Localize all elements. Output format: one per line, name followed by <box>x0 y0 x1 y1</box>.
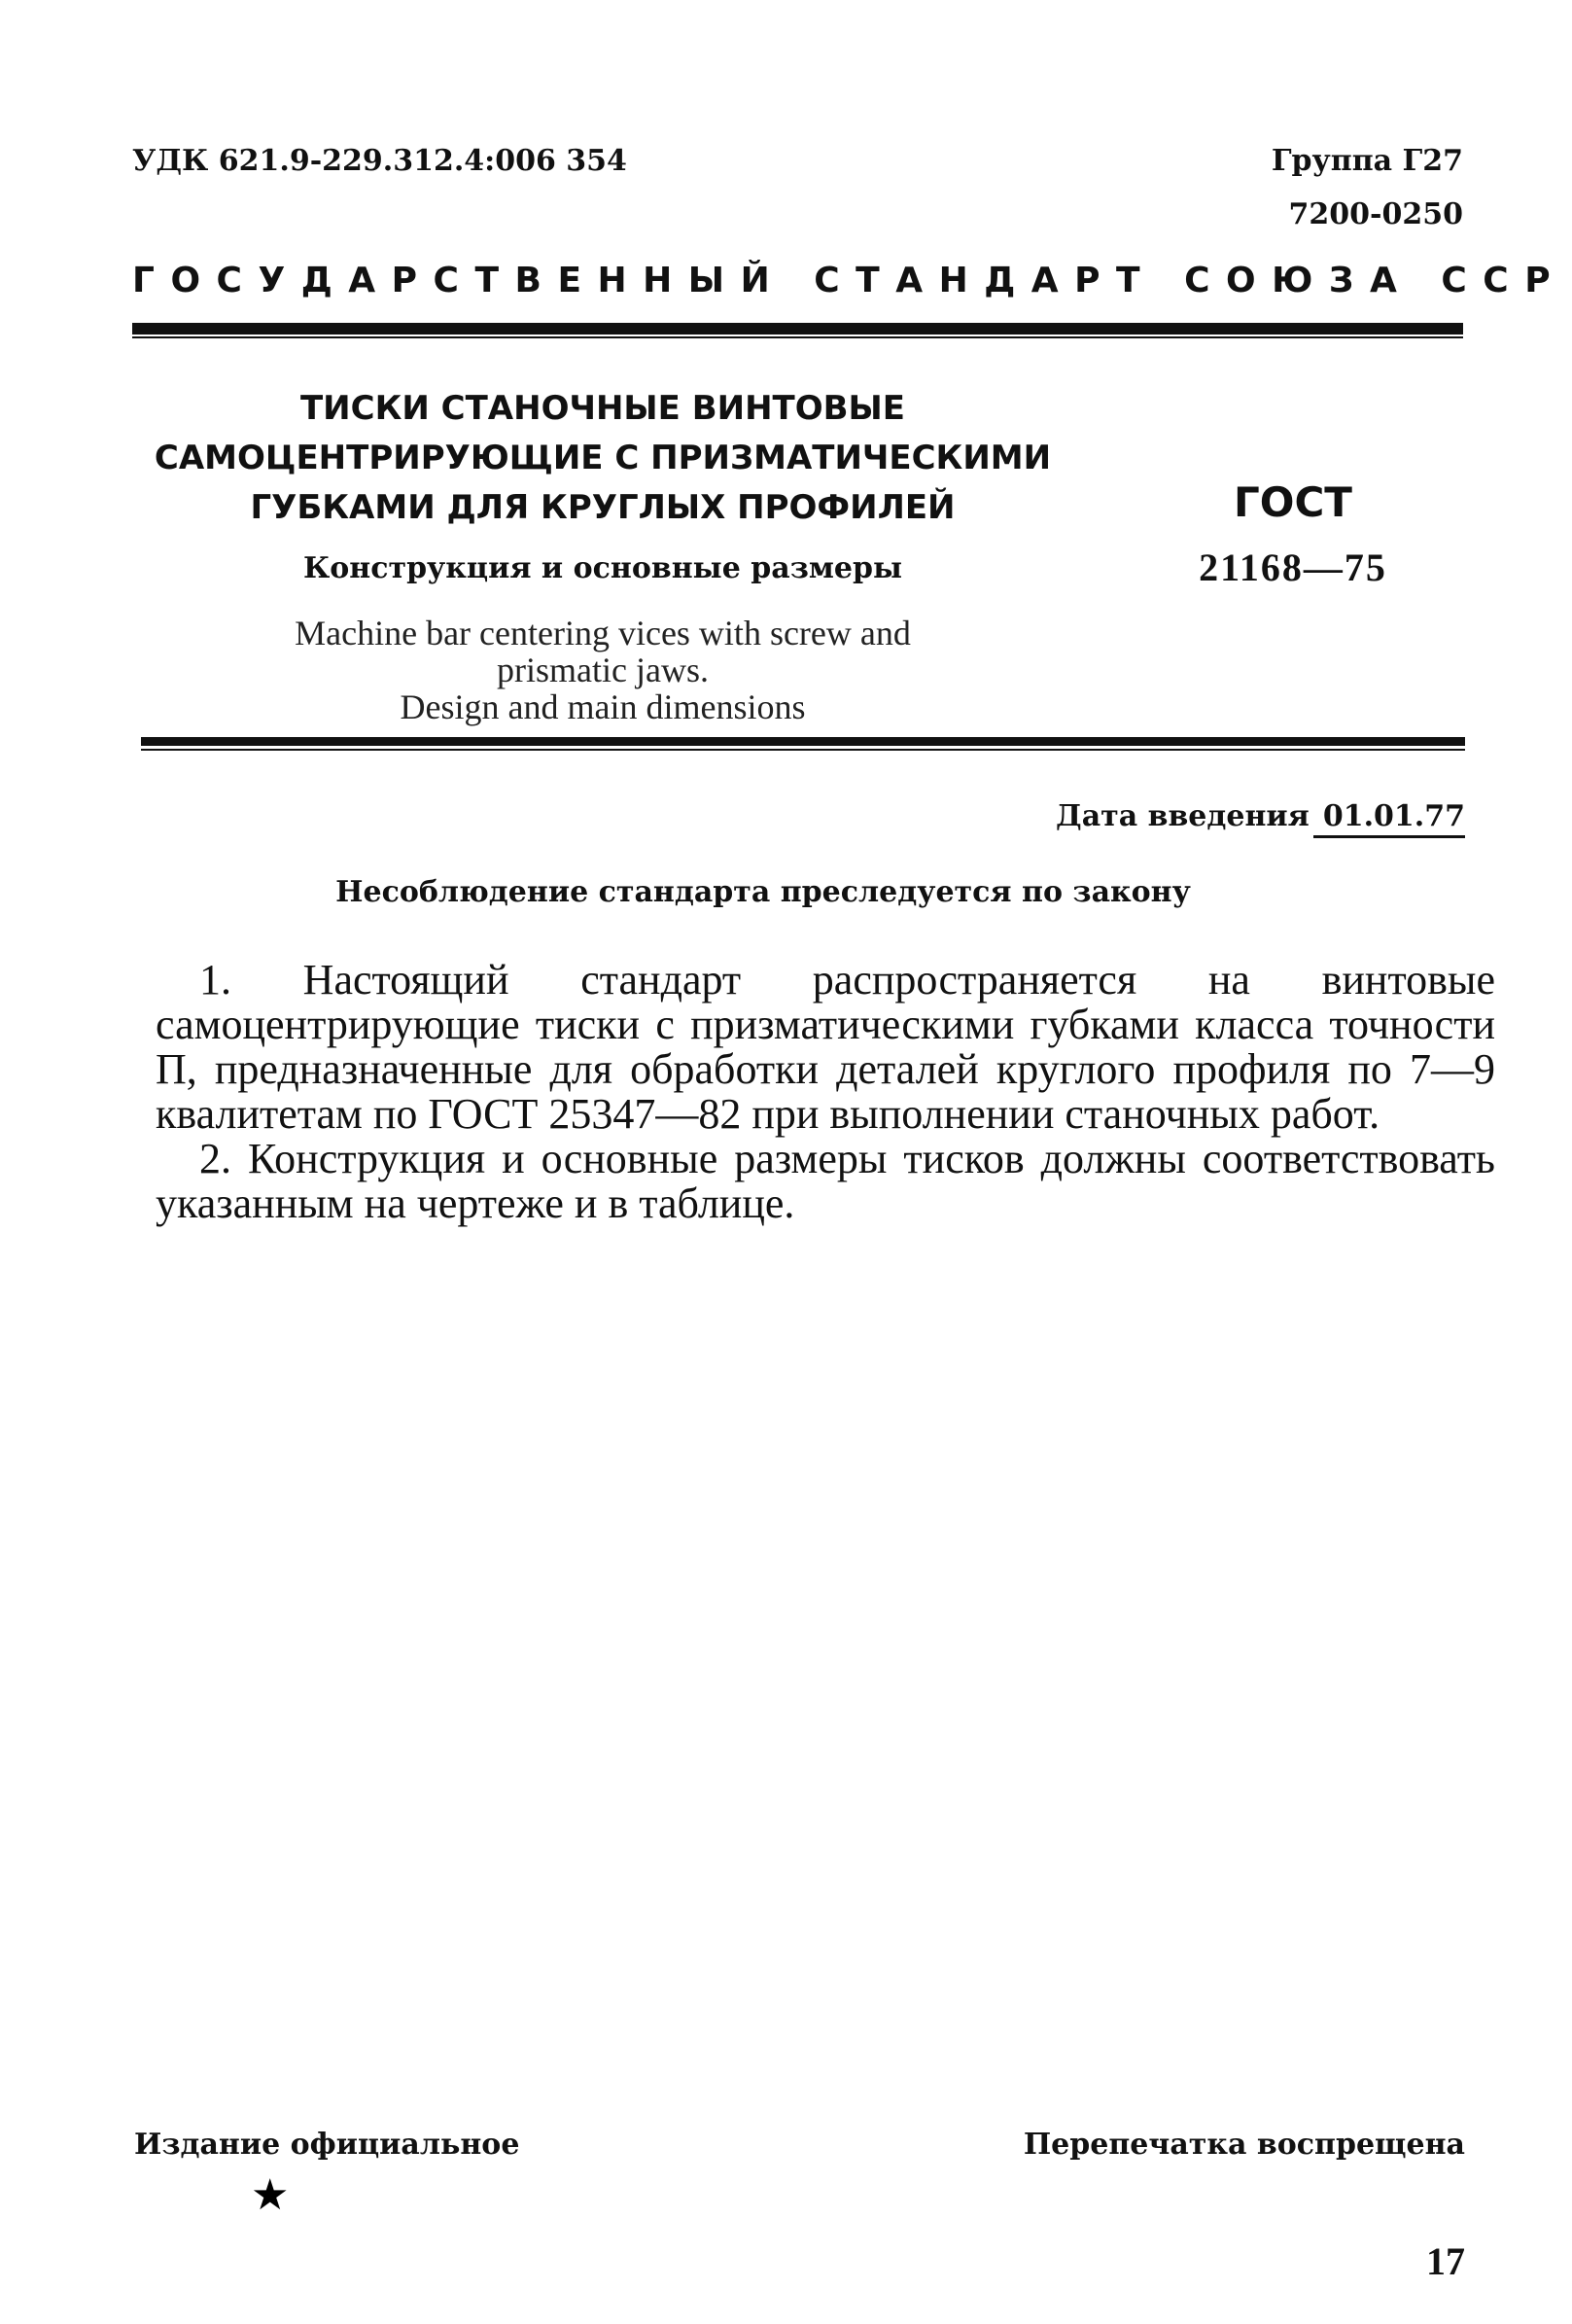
english-title-line: prismatic jaws. <box>497 651 709 689</box>
top-rule <box>132 323 1463 335</box>
introduction-date-value: 01.01.77 <box>1313 799 1465 838</box>
page-number: 17 <box>1426 2239 1465 2283</box>
title-rule <box>141 737 1465 746</box>
paragraph: 1. Настоящий стандарт распространяется на винтовые самоцентрирующие тиски с призматическими губками класса точности П, предназначенные для обработки деталей круглого профиля по 7—9 квалитетам по ГОСТ 25347—82 при выполнении станочных работ. <box>156 956 1495 1138</box>
title-rule-thin <box>141 749 1465 751</box>
paragraph: 2. Конструкция и основные размеры тисков должны соответствовать указанным на чертеже и в таблице. <box>156 1135 1495 1227</box>
star-icon: ★ <box>251 2171 290 2219</box>
group-code: Группа Г27 <box>1271 144 1463 178</box>
introduction-date-label: Дата введения <box>1056 799 1310 833</box>
state-standard-heading: ГОСУДАРСТВЕННЫЙ СТАНДАРТ СОЮЗА ССР <box>132 261 1567 300</box>
classification-code: 7200-0250 <box>1288 197 1463 231</box>
title-line: ТИСКИ СТАНОЧНЫЕ ВИНТОВЫЕ <box>299 389 905 428</box>
gost-label: ГОСТ <box>1234 478 1352 526</box>
introduction-date <box>1056 799 1465 838</box>
no-reprint-note: Перепечатка воспрещена <box>1023 2128 1465 2162</box>
title-line: САМОЦЕНТРИРУЮЩИЕ С ПРИЗМАТИЧЕСКИМИ <box>154 439 1052 477</box>
top-rule-thin <box>132 336 1463 338</box>
body-text <box>156 958 1495 1226</box>
document-title <box>146 384 1060 533</box>
official-edition-note: Издание официальное <box>134 2128 520 2162</box>
title-line: ГУБКАМИ ДЛЯ КРУГЛЫХ ПРОФИЛЕЙ <box>250 488 956 527</box>
english-title-line: Design and main dimensions <box>400 687 806 726</box>
law-notice: Несоблюдение стандарта преследуется по закону <box>335 875 1191 909</box>
gost-number: 21168—75 <box>1199 546 1387 589</box>
document-subtitle: Конструкция и основные размеры <box>302 551 903 585</box>
english-title-line: Machine bar centering vices with screw and <box>295 614 911 652</box>
udk-code: УДК 621.9-229.312.4:006 354 <box>132 144 627 178</box>
english-title <box>175 615 1031 725</box>
